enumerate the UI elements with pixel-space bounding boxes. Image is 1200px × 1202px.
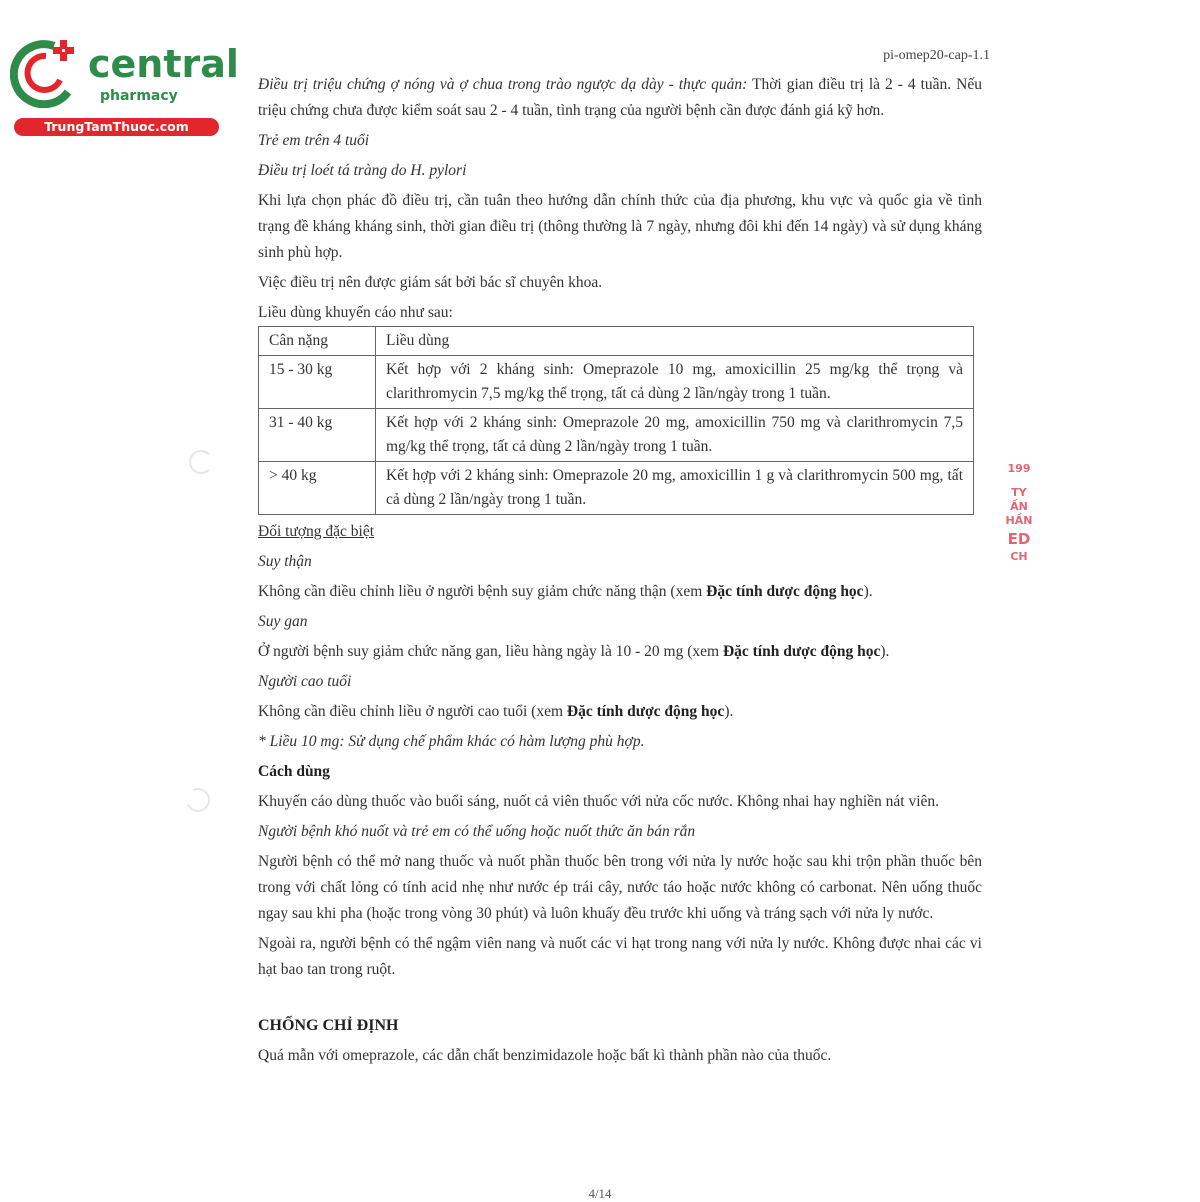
document-id: pi-omep20-cap-1.1: [883, 48, 990, 63]
renal-ref: Đặc tính dược động học: [706, 583, 864, 600]
elderly-ref: Đặc tính dược động học: [566, 703, 725, 720]
table-cell-weight: > 40 kg: [259, 462, 376, 515]
children-title: Trẻ em trên 4 tuổi: [258, 132, 370, 149]
hepatic-ref: Đặc tính dược động học: [722, 643, 881, 660]
renal-end: ).: [863, 583, 873, 600]
table-header-weight: Cân nặng: [259, 327, 376, 356]
table-cell-dose: Kết hợp với 2 kháng sinh: Omeprazole 20 mg, amoxicillin 750 mg và clarithromycin 7,5 mg/kg thể trọng, tất cả dùng 2 lần/ngày trong 1 tuần.: [376, 409, 974, 462]
renal-text: Không cần điều chỉnh liều ở người bệnh suy giảm chức năng thận (xem: [258, 583, 707, 600]
usage-paragraph-3: Ngoài ra, người bệnh có thể ngậm viên nang và nuốt các vi hạt trong nang với nửa ly nước. Không được nhai các vi hạt bao tan trong ruột.: [258, 935, 982, 978]
pharmacy-cross-logo-icon: [10, 36, 82, 108]
usage-subtitle: Người bệnh khó nuốt và trẻ em có thể uống hoặc nuốt thức ăn bán rắn: [258, 823, 696, 840]
stamp-line: 199: [1007, 462, 1031, 475]
table-cell-dose: Kết hợp với 2 kháng sinh: Omeprazole 20 mg, amoxicillin 1 g và clarithromycin 500 mg, tất cả dùng 2 lần/ngày trong 1 tuần.: [376, 462, 974, 515]
renal-title: Suy thận: [258, 553, 312, 570]
table-cell-dose: Kết hợp với 2 kháng sinh: Omeprazole 10 mg, amoxicillin 25 mg/kg thể trọng và clarithromycin 7,5 mg/kg thể trọng, tất cả dùng 2 lần/ngày trong 1 tuần.: [376, 356, 974, 409]
hepatic-text: Ở người bệnh suy giảm chức năng gan, liều hàng ngày là 10 - 20 mg (xem: [258, 643, 723, 660]
usage-paragraph-1: Khuyến cáo dùng thuốc vào buổi sáng, nuốt cả viên thuốc với nửa cốc nước. Không nhai hay nghiền nát viên.: [258, 793, 940, 810]
company-stamp: [1004, 462, 1034, 564]
hepatic-end: ).: [880, 643, 890, 660]
logo-brand-text: central: [88, 42, 239, 86]
gerd-italic-lead: Điều trị triệu chứng ợ nóng và ợ chua trong trào ngược dạ dày - thực quản:: [258, 76, 748, 93]
contraindications-text: Quá mẫn với omeprazole, các dẫn chất benzimidazole hoặc bất kì thành phần nào của thuốc.: [258, 1047, 832, 1064]
elderly-end: ).: [724, 703, 734, 720]
central-pharmacy-logo: [10, 36, 239, 136]
children-paragraph-1: Khi lựa chọn phác đồ điều trị, cần tuân theo hướng dẫn chính thức của địa phương, khu vực và quốc gia về tình trạng đề kháng kháng sinh, thời gian điều trị (thông thường là 7 ngày, nhưng đôi khi đến 14 ngày) và sử dụng kháng sinh phù hợp.: [258, 192, 982, 261]
stamp-line: ED: [1007, 530, 1031, 548]
dose-intro: Liều dùng khuyến cáo như sau:: [258, 304, 453, 321]
stamp-line: HẦN: [1005, 514, 1033, 527]
stamp-line: TY: [1011, 486, 1027, 499]
dose-note: * Liều 10 mg: Sử dụng chế phẩm khác có hàm lượng phù hợp.: [258, 733, 645, 750]
usage-paragraph-2: Người bệnh có thể mở nang thuốc và nuốt phần thuốc bên trong với nửa ly nước hoặc sau khi trộn phần thuốc bên trong với chất lỏng có tính acid nhẹ như nước ép trái cây, nước táo hoặc nước không có carbonat. Nên uống thuốc ngay sau khi pha (hoặc trong vòng 30 phút) và luôn khuấy đều trước khi uống và tráng sạch với nửa ly nước.: [258, 853, 982, 922]
elderly-text: Không cần điều chỉnh liều ở người cao tuổi (xem: [258, 703, 567, 720]
table-row: [259, 409, 974, 462]
hpylori-subtitle: Điều trị loét tá tràng do H. pylori: [258, 162, 467, 179]
renal-paragraph: [258, 579, 982, 605]
table-header-row: [259, 327, 974, 356]
table-cell-weight: 15 - 30 kg: [259, 356, 376, 409]
table-row: [259, 356, 974, 409]
document-body: [258, 72, 982, 1073]
hepatic-paragraph: [258, 639, 982, 665]
punch-hole-mark-icon: [183, 785, 214, 816]
gerd-text: Thời gian điều trị là 2 - 4 tuần. Nếu triệu chứng chưa được kiểm soát sau 2 - 4 tuần, tình trạng của người bệnh cần được đánh giá kỹ hơn.: [258, 76, 982, 119]
elderly-title: Người cao tuổi: [258, 673, 352, 690]
logo-sub-text: pharmacy: [100, 88, 178, 104]
page-number: 4/14: [588, 1186, 612, 1201]
logo-website-banner: TrungTamThuoc.com: [14, 118, 219, 136]
special-populations-title: Đối tượng đặc biệt: [258, 523, 375, 540]
stamp-line: CH: [1010, 550, 1028, 563]
dose-table: [258, 326, 974, 515]
elderly-paragraph: [258, 699, 982, 725]
stamp-line: ẤN: [1010, 500, 1028, 513]
contraindications-title: CHỐNG CHỈ ĐỊNH: [258, 1017, 399, 1034]
table-row: [259, 462, 974, 515]
gerd-treatment-paragraph: [258, 72, 982, 124]
table-header-dose: Liều dùng: [376, 327, 974, 356]
children-paragraph-2: Việc điều trị nên được giám sát bởi bác sĩ chuyên khoa.: [258, 274, 603, 291]
punch-hole-mark-icon: [189, 450, 213, 474]
table-cell-weight: 31 - 40 kg: [259, 409, 376, 462]
usage-title: Cách dùng: [258, 763, 330, 780]
hepatic-title: Suy gan: [258, 613, 308, 630]
